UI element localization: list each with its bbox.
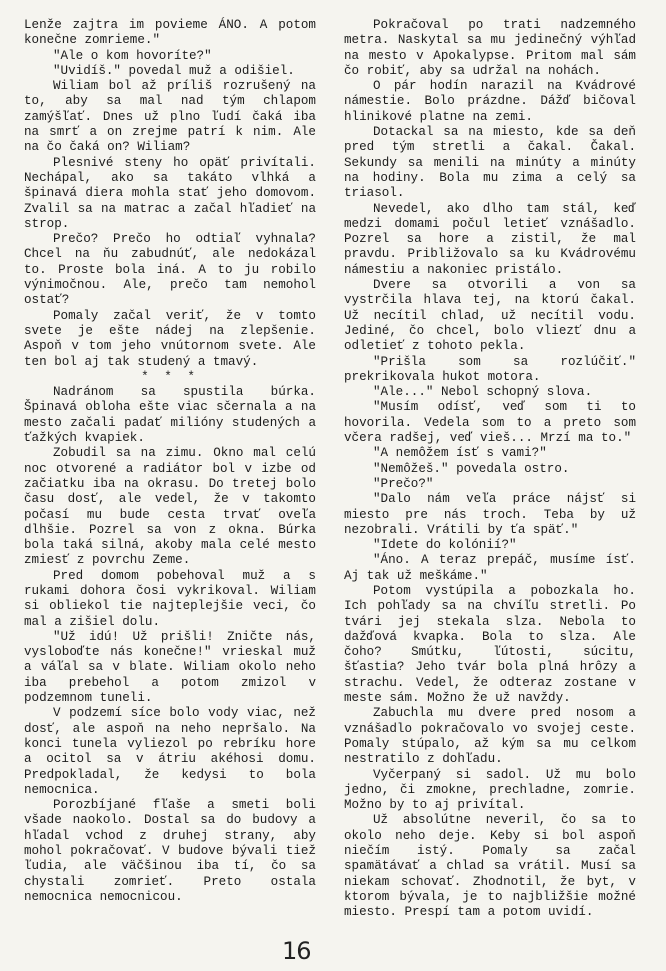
paragraph: "Nemôžeš." povedala ostro. [372, 461, 570, 476]
right-text-column [344, 18, 636, 921]
paragraph: Nevedel, ako dlho tam stál, keď medzi domami počul letieť vznášadlo. Pozrel sa hore a zistil, že mal pravdu. Približovalo sa ku Kvádrovému námestiu a nakoniec pristálo. [344, 201, 636, 277]
paragraph: Už absolútne neveril, čo sa to okolo neho deje. Keby si bol aspoň niečím istý. Pomaly sa začal spamätávať a chlad sa vrátil. Musí sa niekam schovať. Zhodnotil, že byt, v ktorom bývala, je to najbližšie možné miesto. Prespí tam a potom uvidí. [344, 813, 636, 920]
paragraph: O pár hodín narazil na Kvádrové námestie. Bolo prázdne. Dážď bičoval hlinikové platne na zemi. [344, 79, 636, 124]
paragraph: "Ale..." Nebol schopný slova. [372, 385, 593, 400]
paragraph: Prečo? Prečo ho odtiaľ vyhnala? Chcel na ňu zabudnúť, ale nedokázal to. Proste bola iná. A to ju robilo výnimočnou. Ale, prečo tam nemohol ostať? [24, 232, 316, 308]
paragraph: "Prečo?" [372, 476, 434, 491]
paragraph: Dotackal sa na miesto, kde sa deň pred tým stretli a čakal. Čakal. Sekundy sa menili na minúty a minúty na hodiny. Bola mu zima a celý sa triasol. [344, 125, 636, 201]
paragraph: "Ale o kom hovoríte?" [52, 48, 212, 63]
paragraph: "Idete do kolónií?" [372, 538, 517, 553]
paragraph: Lenže zajtra im povieme ÁNO. A potom konečne zomrieme." [24, 18, 316, 48]
paragraph: Potom vystúpila a pobozkala ho. Ich pohľady sa na chvíľu stretli. Po tvári jej stekala slza. Nebola to dažďová kvapka. Bola to slza. Ale čoho? Smútku, ľútosti, súcitu, šťastia? Jeho tvár bola plná hrôzy a strachu. Vedel, že odteraz zostane v meste sám. Možno že už navždy. [344, 583, 636, 706]
paragraph: "Prišla som sa rozlúčiť." prekrikovala hukot motora. [344, 354, 636, 384]
paragraph: "Áno. A teraz prepáč, musíme ísť. Aj tak už meškáme." [344, 553, 636, 583]
paragraph: Zabuchla mu dvere pred nosom a vznášadlo pokračovalo vo svojej ceste. Pomaly stúpalo, až kým sa mu celkom nestratilo z dohľadu. [344, 706, 636, 767]
paragraph: "Uvidíš." povedal muž a odišiel. [52, 63, 295, 78]
section-separator: * * * [141, 369, 199, 384]
page-number: 16 [282, 937, 311, 965]
paragraph: Nadránom sa spustila búrka. Špinavá obloha ešte viac sčernala a na mesto začali padať milióny studených a ťažkých kvapiek. [24, 385, 316, 446]
paragraph: Pred domom pobehoval muž a s rukami dohora čosi vykrikoval. Wiliam si obliekol tie najteplejšie veci, čo mal a zišiel dolu. [24, 568, 316, 629]
paragraph: Pomaly začal veriť, že v tomto svete je ešte nádej na zlepšenie. Aspoň v tom jeho vnútornom svete. Ale ten bol aj tak studený a tmavý. [24, 308, 316, 369]
paragraph: Zobudil sa na zimu. Okno mal celú noc otvorené a radiátor bol v izbe od začiatku iba na okrasu. Do tretej bolo času dosť, ale vedel, že v takomto počasí mu bude cesta trvať oveľa dlhšie. Pozrel sa von z okna. Búrka bola taká silná, akoby mala celé mesto zmiesť z povrchu Zeme. [24, 446, 316, 568]
paragraph: Wiliam bol až príliš rozrušený na to, aby sa mal nad tým chlapom zamýšľať. Dnes už plno ľudí čaká iba na smrť a on zrejme patrí k nim. Ale na čo čaká on? Wiliam? [24, 79, 316, 155]
paragraph: V podzemí síce bolo vody viac, než dosť, ale aspoň na neho nepršalo. Na konci tunela vyliezol po rebríku hore a ocitol sa v átriu akéhosi domu. Predpokladal, že kedysi to bola nemocnica. [24, 706, 316, 797]
paragraph: Dvere sa otvorili a von sa vystrčila hlava tej, na ktorú čakal. Už necítil chlad, už necítil vodu. Jediné, čo chcel, bolo vliezť dnu a odletieť z tohoto pekla. [344, 278, 636, 354]
paragraph: Pokračoval po trati nadzemného metra. Naskytal sa mu jedinečný výhľad na mesto v Apokalypse. Pritom mal sám čo robiť, aby sa udržal na nohách. [344, 18, 636, 78]
paragraph: "Dalo nám veľa práce nájsť si miesto pre nás troch. Teba by už nezobrali. Vrátili by ťa späť." [344, 492, 636, 537]
left-text-column [24, 18, 316, 905]
paragraph: "A nemôžem ísť s vami?" [372, 446, 547, 461]
paragraph: Vyčerpaný si sadol. Už mu bolo jedno, či zmokne, prechladne, zomrie. Možno by to aj privítal. [344, 767, 636, 813]
paragraph: Plesnivé steny ho opäť privítali. Nechápal, ako sa takáto vlhká a špinavá diera mohla stať jeho domovom. Zvalil sa na matrac a začal hľadieť na strop. [24, 155, 316, 231]
paragraph: Porozbíjané fľaše a smeti boli všade naokolo. Dostal sa do budovy a hľadal vchod z druhej strany, aby mohol pokračovať. V budove bývali tiež ľudia, ale väčšinou iba tí, čo sa chystali zomrieť. Preto ostala nemocnica nemocnicou. [24, 798, 316, 904]
paragraph: "Musím odísť, veď som ti to hovorila. Vedela som to a preto som včera radšej, veď vieš... Mrzí ma to." [344, 400, 636, 446]
paragraph: "Už idú! Už prišli! Zničte nás, vysloboďte nás konečne!" vrieskal muž a váľal sa v blate. Wiliam okolo neho iba prebehol a potom zmizol v podzemnom tuneli. [24, 629, 316, 706]
